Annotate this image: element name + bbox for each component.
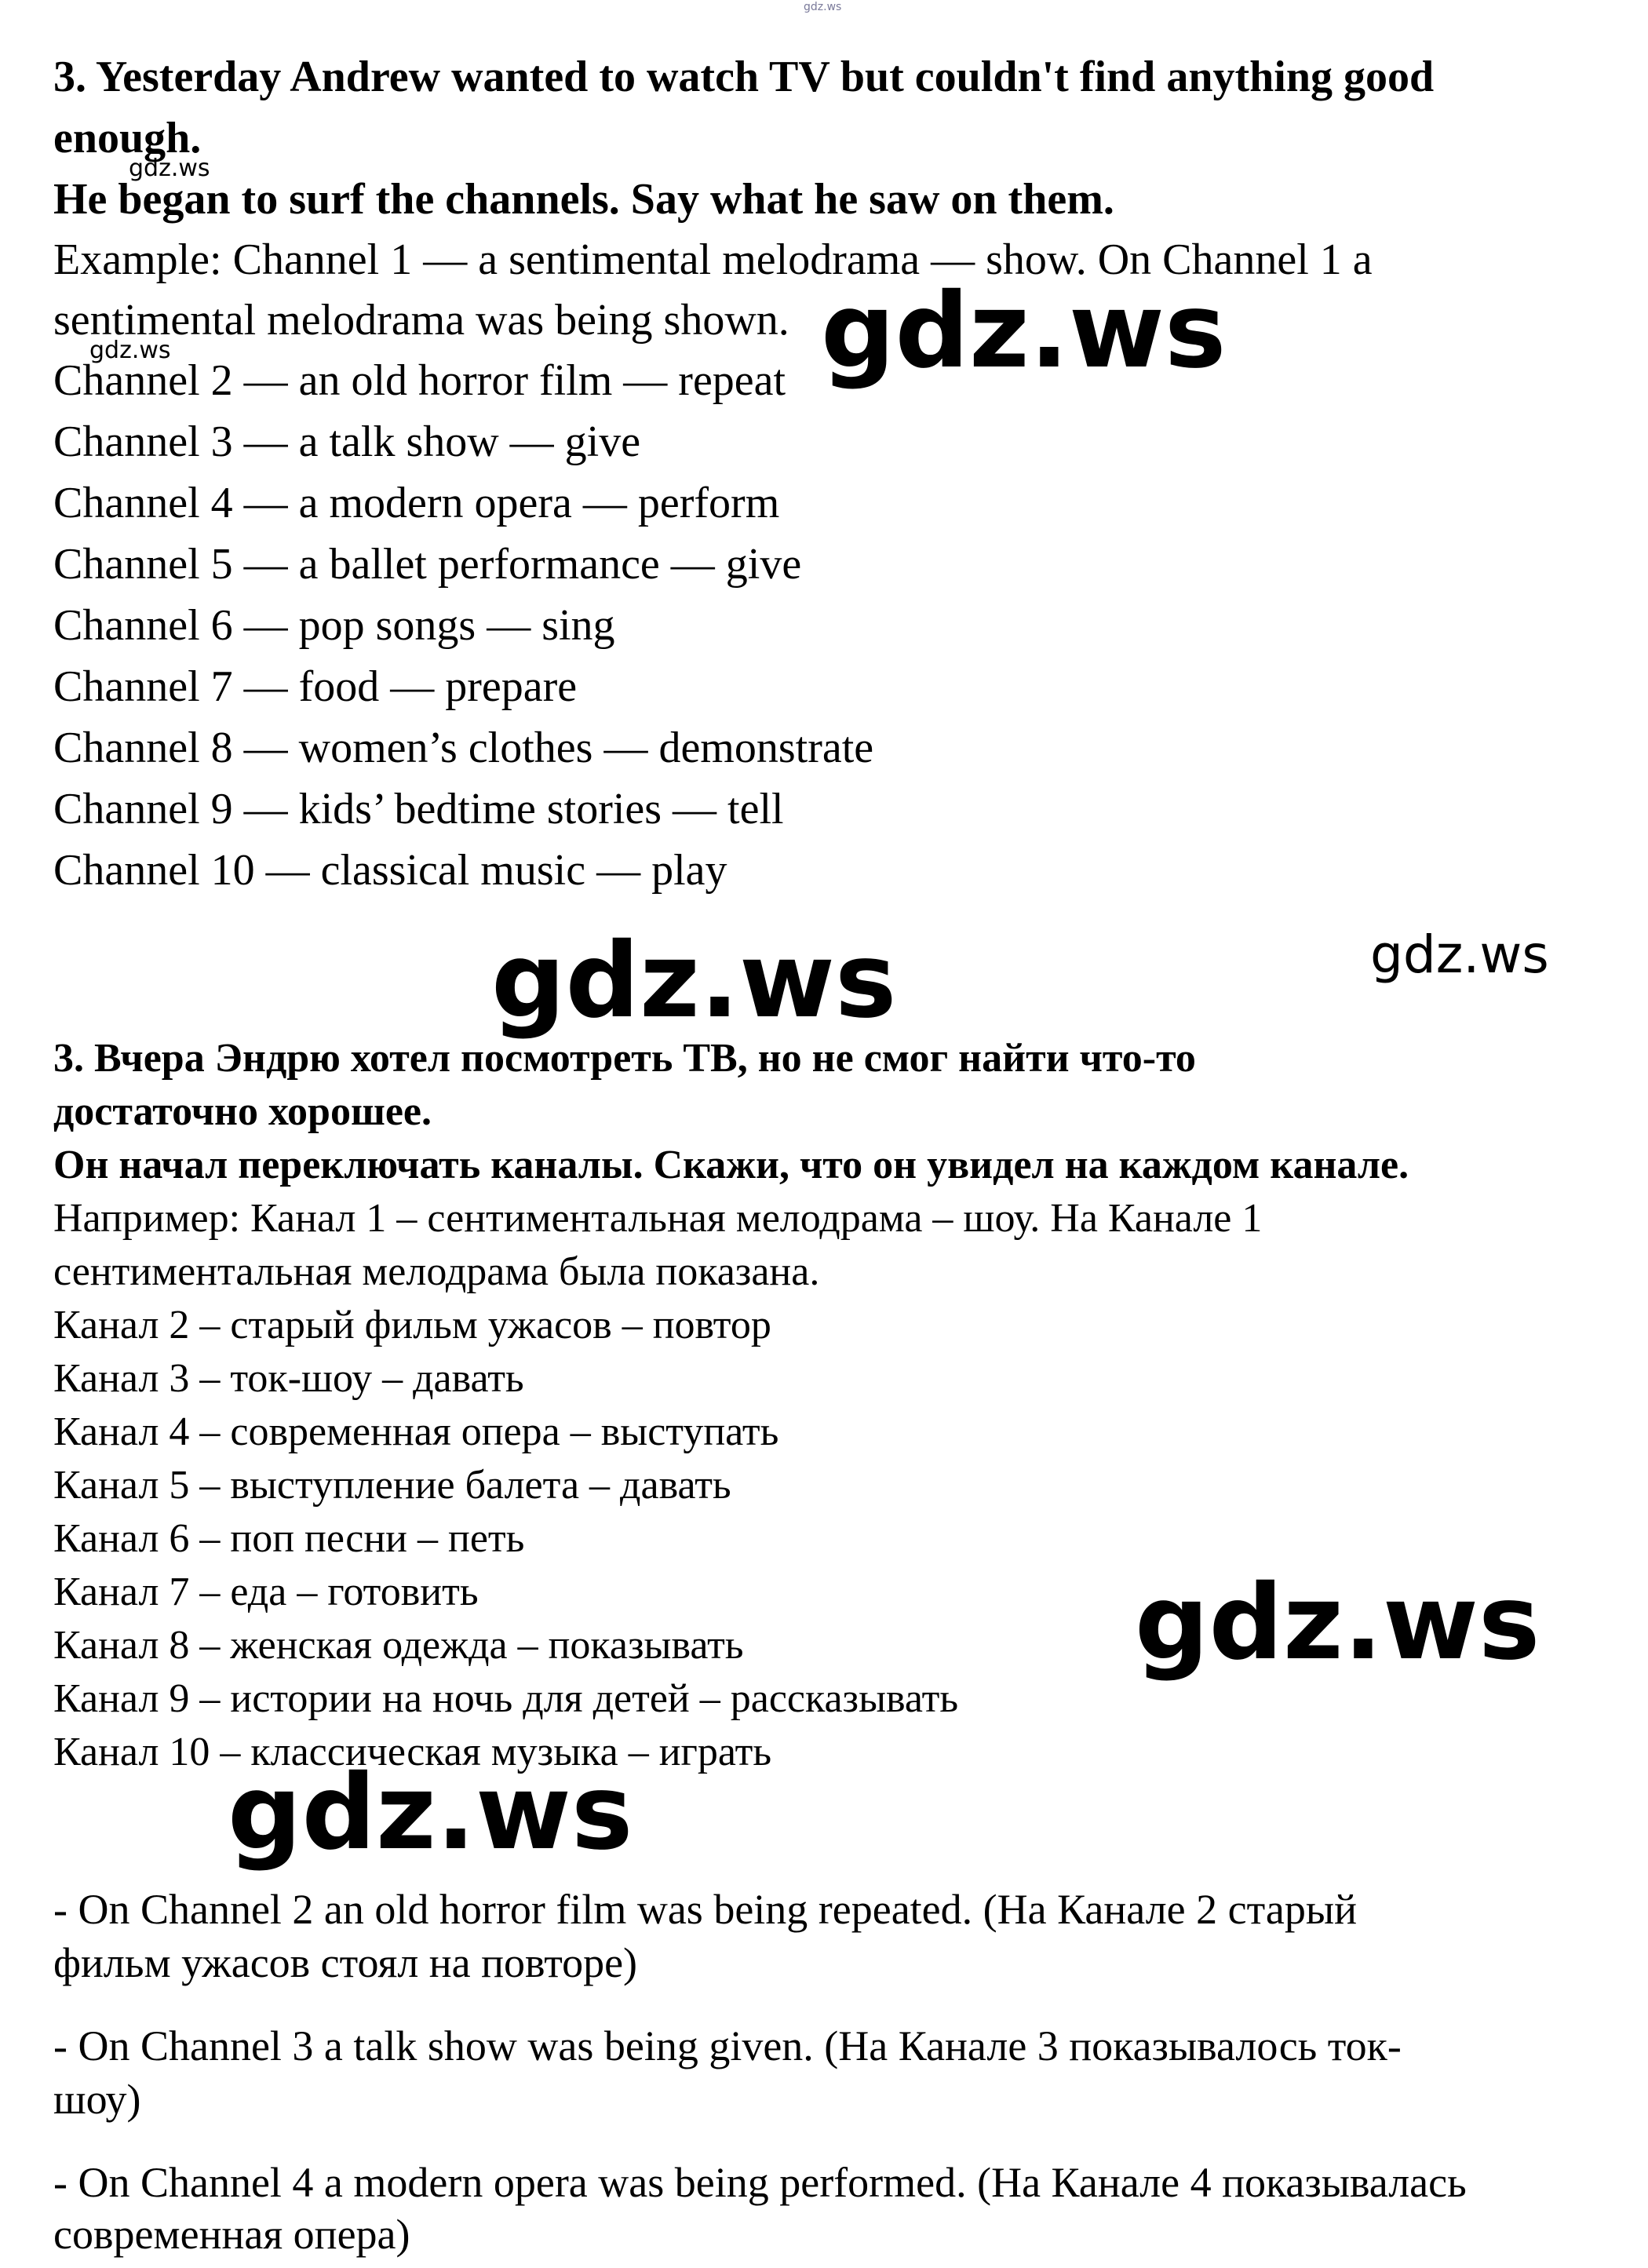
watermark-top: gdz.ws	[804, 1, 842, 13]
watermark-large: gdz.ws	[491, 921, 897, 1041]
answer-line: - On Channel 2 an old horror film was being repeated. (На Канале 2 старый	[53, 1886, 1358, 1933]
answer-line: - On Channel 3 a talk show was being given. (На Канале 3 показывалось ток-	[53, 2022, 1402, 2069]
english-channel-item: Channel 6 — pop songs — sing	[53, 601, 615, 650]
english-channel-item: Channel 8 — women’s clothes — demonstrate	[53, 724, 874, 772]
english-channel-item: Channel 4 — a modern opera — perform	[53, 479, 780, 527]
russian-channel-item: Канал 7 – еда – готовить	[53, 1570, 479, 1614]
answer-line: фильм ужасов стоял на повторе)	[53, 1939, 638, 1986]
russian-channel-item: Канал 10 – классическая музыка – играть	[53, 1730, 772, 1774]
watermark-small: gdz.ws	[89, 337, 171, 364]
english-channel-item: Channel 9 — kids’ bedtime stories — tell	[53, 785, 784, 833]
russian-channel-item: Канал 9 – истории на ночь для детей – рассказывать	[53, 1676, 959, 1721]
russian-channel-item: Канал 2 – старый фильм ужасов – повтор	[53, 1303, 771, 1347]
english-channel-item: Channel 7 — food — prepare	[53, 662, 578, 711]
russian-heading-line-1: 3. Вчера Эндрю хотел посмотреть ТВ, но не смог найти что-то	[53, 1036, 1196, 1081]
english-channel-item: Channel 3 — a talk show — give	[53, 418, 641, 466]
russian-heading-line-3: Он начал переключать каналы. Скажи, что он увидел на каждом канале.	[53, 1143, 1409, 1187]
russian-channel-item: Канал 6 – поп песни – петь	[53, 1516, 525, 1561]
english-heading-line-3: He began to surf the channels. Say what he saw on them.	[53, 175, 1114, 224]
answer-line: современная опера)	[53, 2211, 410, 2258]
english-channel-item: Channel 2 — an old horror film — repeat	[53, 356, 786, 405]
russian-example-line-2: сентиментальная мелодрама была показана.	[53, 1249, 820, 1294]
answer-line: шоу)	[53, 2076, 141, 2123]
russian-channel-item: Канал 8 – женская одежда – показывать	[53, 1623, 744, 1668]
english-channel-item: Channel 5 — a ballet performance — give	[53, 540, 802, 589]
english-channel-item: Channel 10 — classical music — play	[53, 846, 727, 895]
english-heading-line-2: enough.	[53, 114, 202, 162]
russian-heading-line-2: достаточно хорошее.	[53, 1089, 432, 1134]
english-example-line-2: sentimental melodrama was being shown.	[53, 296, 789, 345]
russian-channel-item: Канал 5 – выступление балета – давать	[53, 1463, 731, 1508]
russian-channel-item: Канал 3 – ток-шоу – давать	[53, 1356, 524, 1401]
watermark-large: gdz.ws	[1135, 1562, 1540, 1683]
english-heading-line-1: 3. Yesterday Andrew wanted to watch TV but couldn't find anything good	[53, 53, 1435, 101]
watermark-small: gdz.ws	[129, 155, 210, 182]
russian-channel-item: Канал 4 – современная опера – выступать	[53, 1409, 779, 1454]
english-example-line-1: Example: Channel 1 — a sentimental melodrama — show. On Channel 1 a	[53, 235, 1373, 284]
watermark-medium: gdz.ws	[1370, 924, 1549, 985]
answer-line: - On Channel 4 a modern opera was being performed. (На Канале 4 показывалась	[53, 2159, 1467, 2206]
watermark-large: gdz.ws	[228, 1752, 633, 1873]
russian-example-line-1: Например: Канал 1 – сентиментальная мелодрама – шоу. На Канале 1	[53, 1196, 1263, 1241]
watermark-large: gdz.ws	[821, 271, 1227, 392]
